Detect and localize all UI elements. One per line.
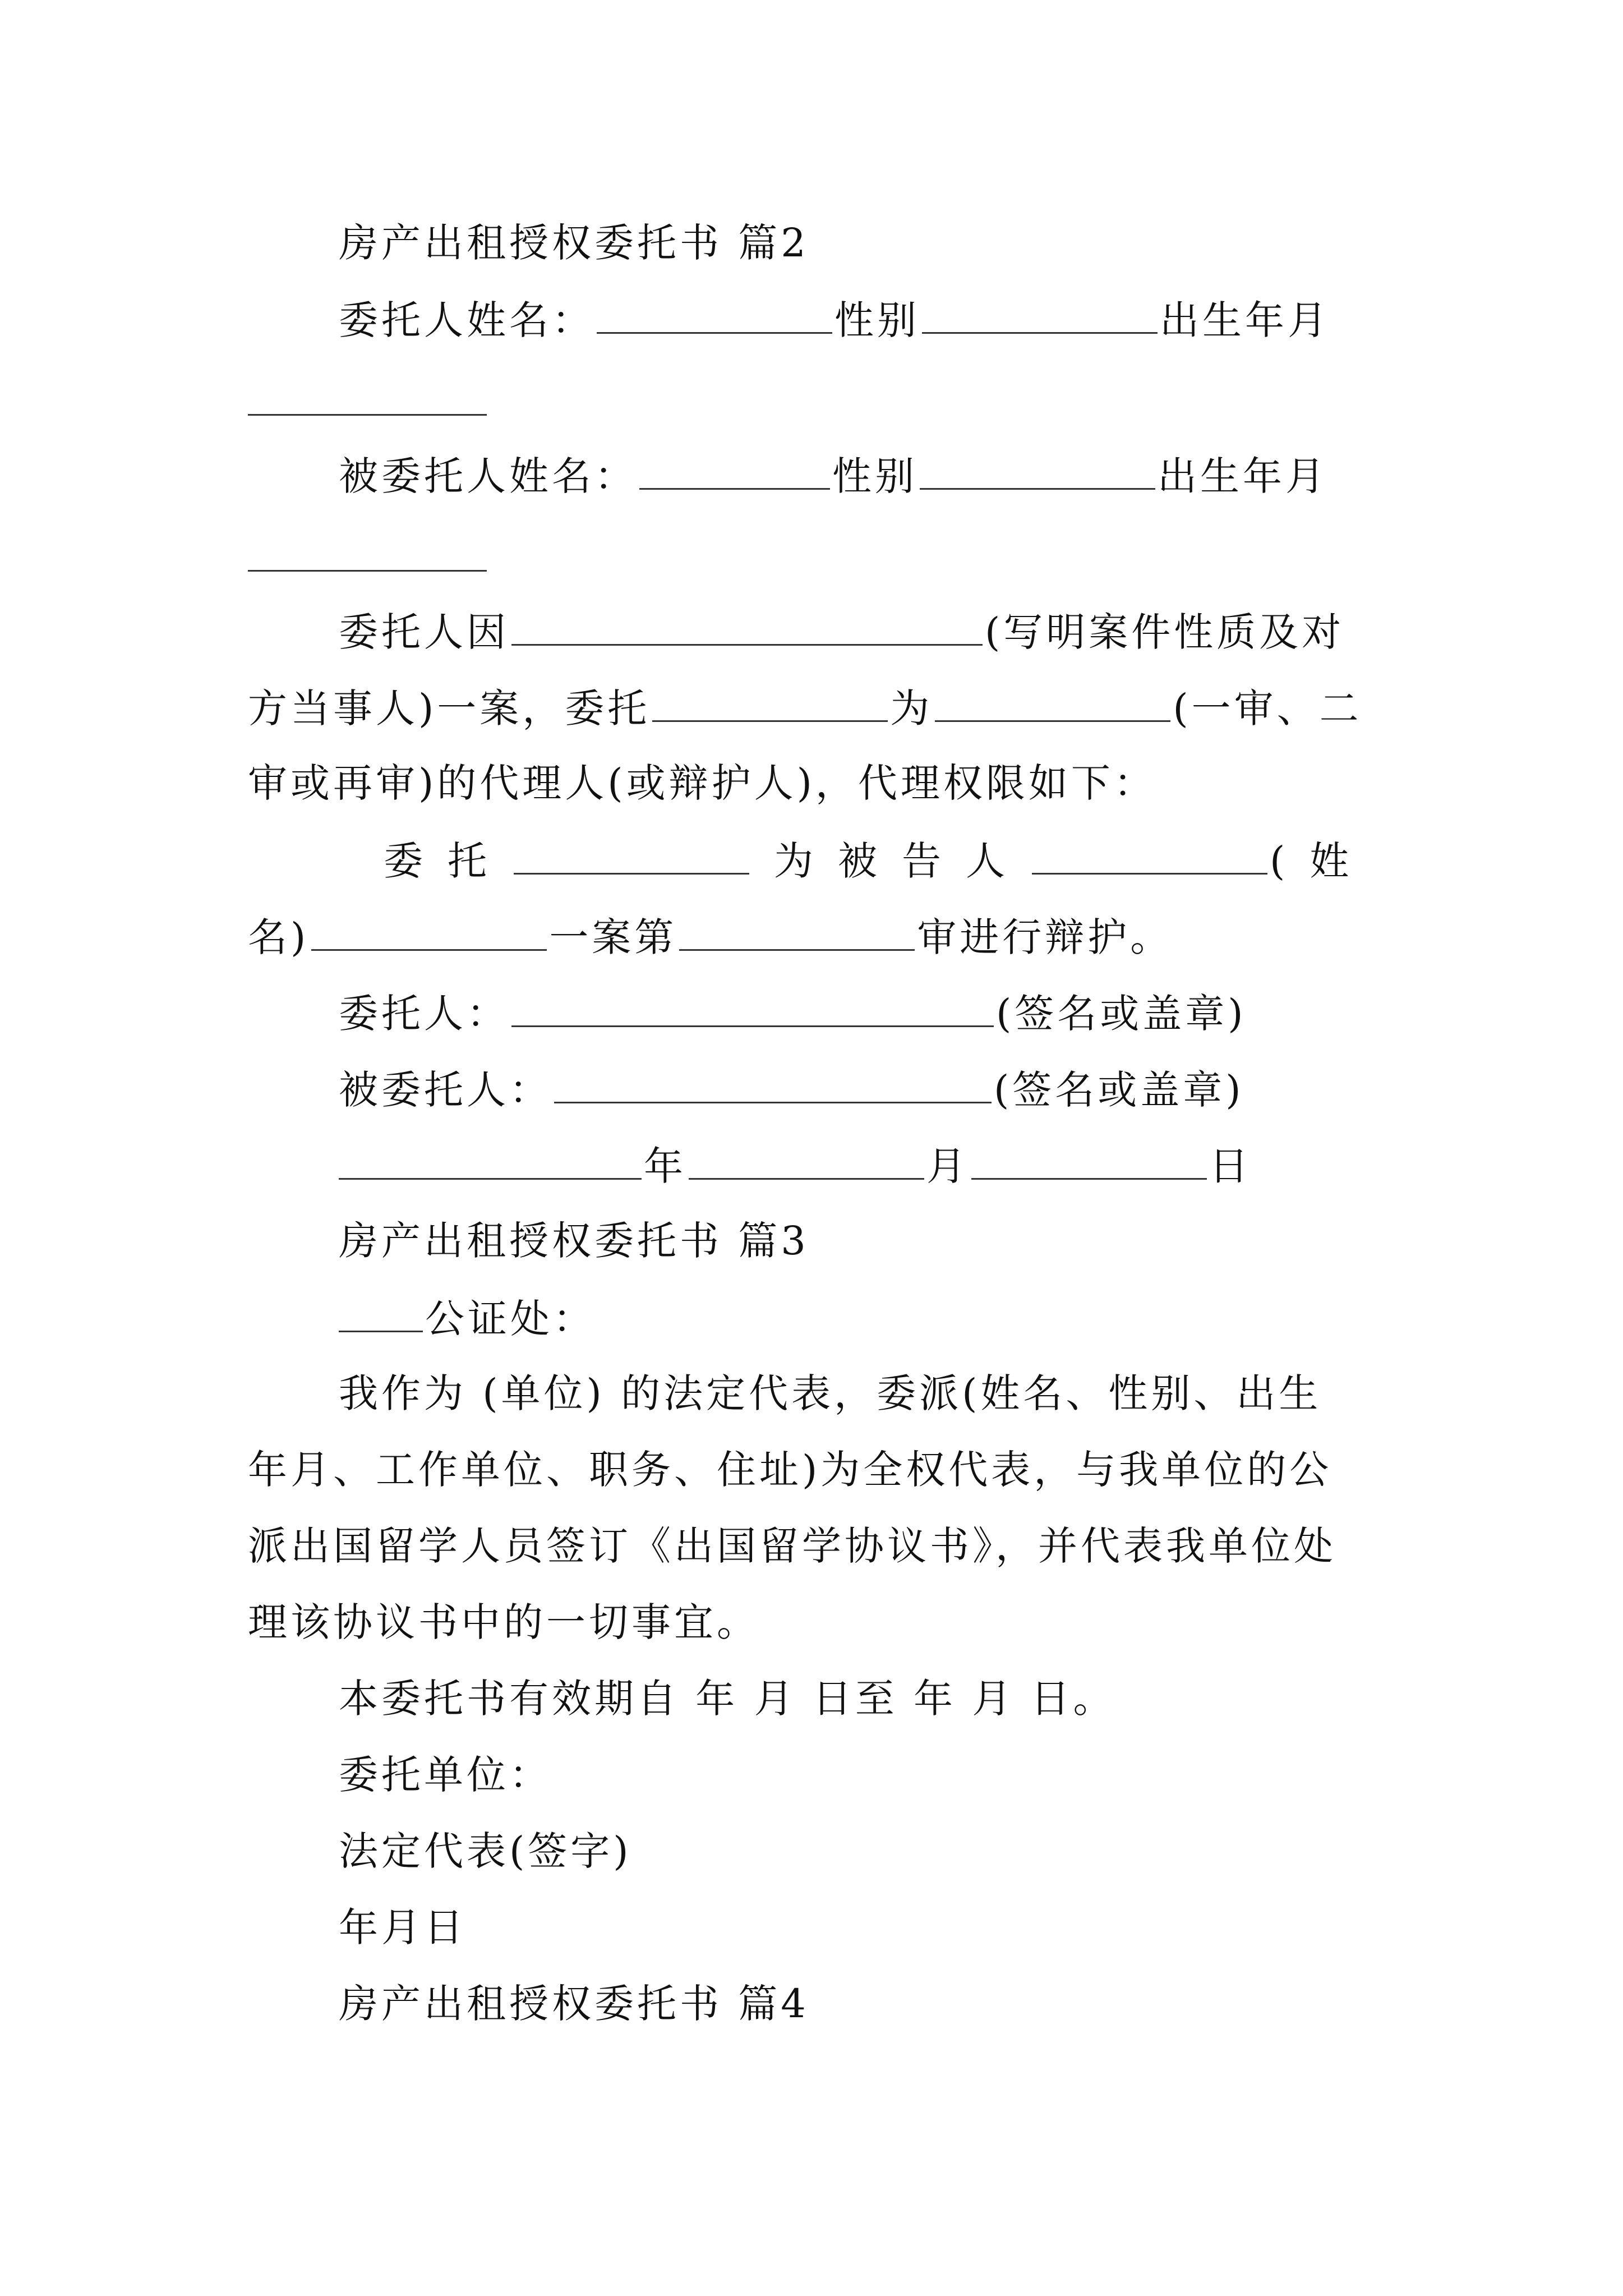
blank-field bbox=[639, 447, 830, 490]
signature-line-principal bbox=[339, 984, 1392, 1040]
text: 方当事人)一案，委托 bbox=[248, 685, 651, 731]
section-heading-2: 房产出租授权委托书 篇2 bbox=[339, 220, 809, 266]
paragraph-line: 理该协议书中的一切事宜。 bbox=[248, 1599, 759, 1645]
blank-field bbox=[689, 1137, 924, 1180]
section-heading-3: 房产出租授权委托书 篇3 bbox=[339, 1218, 809, 1264]
text: 被委托人： bbox=[339, 1067, 552, 1113]
date-text-line: 年月日 bbox=[339, 1904, 467, 1950]
blank-field bbox=[339, 1289, 423, 1332]
paragraph-line: 我作为 (单位) 的法定代表，委派(姓名、性别、出生 bbox=[339, 1370, 1322, 1416]
text: (写明案件性质及对 bbox=[985, 609, 1345, 655]
label-gender: 性别 bbox=[832, 453, 917, 499]
blank-field bbox=[311, 908, 547, 951]
date-line bbox=[339, 1137, 1392, 1193]
blank-field bbox=[511, 984, 994, 1027]
blank-field bbox=[554, 1060, 992, 1103]
text: 公证处： bbox=[425, 1296, 596, 1342]
blank-field bbox=[971, 1137, 1207, 1180]
agent-info-line bbox=[339, 447, 1392, 503]
principal-info-line bbox=[339, 291, 1392, 347]
paragraph-line: 年月、工作单位、职务、住址)为全权代表，与我单位的公 bbox=[248, 1447, 1332, 1493]
text: 名) bbox=[248, 914, 310, 960]
blank-field bbox=[248, 414, 487, 416]
notary-line bbox=[339, 1289, 1392, 1345]
validity-line: 本委托书有效期自 年 月 日至 年 月 日。 bbox=[339, 1676, 1116, 1722]
label-principal-name: 委托人姓名： bbox=[339, 297, 594, 343]
text: 为被告人 bbox=[774, 838, 1030, 884]
paragraph-line: 派出国留学人员签订《出国留学协议书》，并代表我单位处 bbox=[248, 1523, 1336, 1569]
blank-field bbox=[679, 908, 915, 951]
blank-field bbox=[514, 831, 749, 875]
blank-field bbox=[1032, 831, 1267, 875]
blank-field bbox=[652, 679, 888, 722]
label-birth: 出生年月 bbox=[1160, 297, 1330, 343]
section-heading-4: 房产出租授权委托书 篇4 bbox=[339, 1981, 809, 2027]
text: 审进行辩护。 bbox=[917, 914, 1173, 960]
text: 为 bbox=[890, 685, 933, 731]
label-birth: 出生年月 bbox=[1158, 453, 1328, 499]
text: 一案第 bbox=[549, 914, 677, 960]
text: (签名或盖章) bbox=[994, 1067, 1244, 1113]
text: 月 bbox=[926, 1143, 969, 1189]
blank-field bbox=[511, 602, 983, 646]
blank-field bbox=[920, 447, 1155, 490]
label-gender: 性别 bbox=[834, 297, 920, 343]
text: 委托人： bbox=[339, 991, 509, 1037]
entrusting-unit-line: 委托单位： bbox=[339, 1752, 552, 1798]
text: (一审、二 bbox=[1173, 685, 1362, 731]
blank-field bbox=[922, 291, 1158, 334]
signature-line-agent bbox=[339, 1060, 1392, 1116]
paragraph-line bbox=[248, 908, 1392, 964]
text: 年 bbox=[644, 1143, 686, 1189]
blank-field bbox=[339, 1137, 642, 1180]
label-agent-name: 被委托人姓名： bbox=[339, 453, 637, 499]
text: (姓 bbox=[1270, 838, 1374, 884]
legal-rep-line: 法定代表(签字) bbox=[339, 1828, 632, 1874]
blank-field bbox=[248, 570, 487, 572]
text: 委托人因 bbox=[339, 609, 509, 655]
paragraph-line bbox=[248, 679, 1392, 735]
paragraph-line bbox=[339, 602, 1392, 659]
blank-field bbox=[597, 291, 832, 334]
blank-field bbox=[935, 679, 1170, 722]
paragraph-line: 审或再审)的代理人(或辩护人)，代理权限如下： bbox=[248, 760, 1156, 806]
paragraph-line bbox=[339, 831, 1392, 887]
text: 委托 bbox=[384, 838, 511, 884]
text: (签名或盖章) bbox=[996, 991, 1247, 1037]
text: 日 bbox=[1209, 1143, 1252, 1189]
